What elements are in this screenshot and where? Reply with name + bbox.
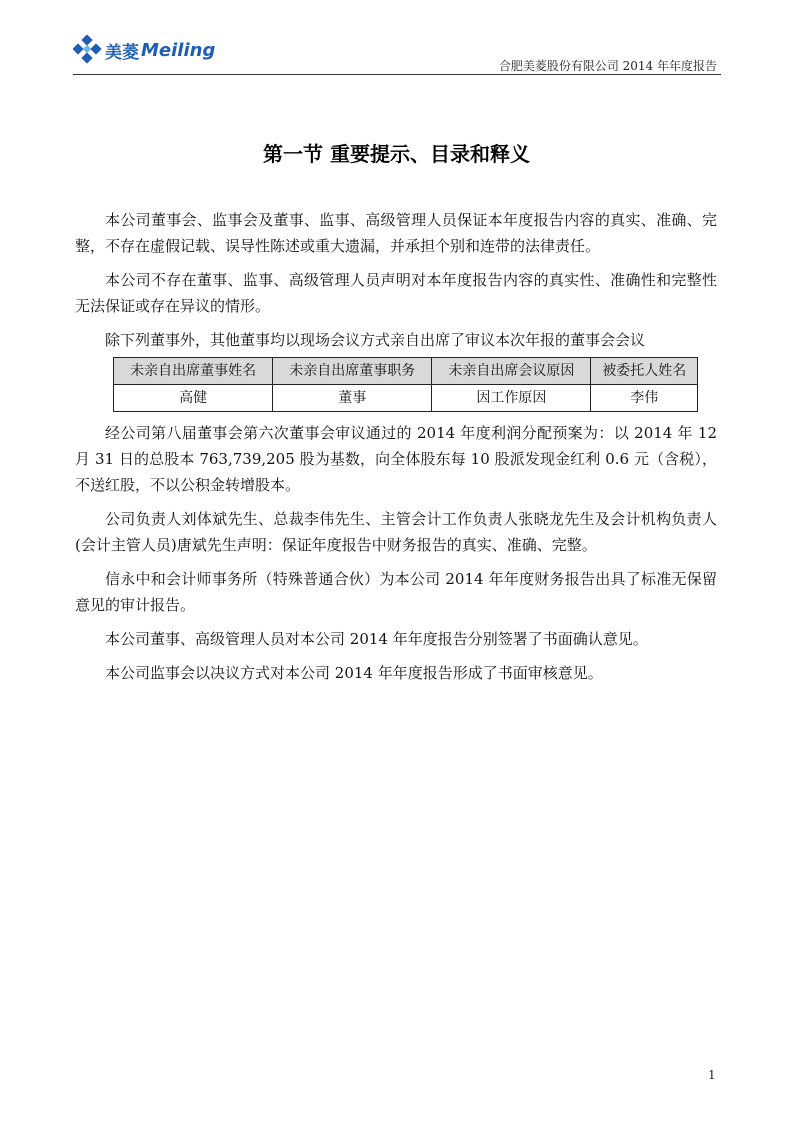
table-cell: 董事 — [273, 385, 432, 412]
report-title: 合肥美菱股份有限公司 2014 年年度报告 — [498, 59, 717, 73]
document-body — [75, 207, 717, 694]
section-title: 第一节 重要提示、目录和释义 — [263, 142, 530, 166]
paragraph-auditor: 信永中和会计师事务所（特殊普通合伙）为本公司 2014 年年度财务报告出具了标准无保留意见的审计报告。 — [75, 570, 717, 614]
paragraph-no-objection: 本公司不存在董事、监事、高级管理人员声明对本年度报告内容的真实性、准确性和完整性无法保证或存在异议的情形。 — [75, 271, 717, 315]
paragraph-responsible-persons: 公司负责人刘体斌先生、总裁李伟先生、主管会计工作负责人张晓龙先生及会计机构负责人(会计主管人员)唐斌先生声明：保证年度报告中财务报告的真实、准确、完整。 — [75, 510, 717, 554]
logo-text-cn: 美菱 — [105, 42, 139, 63]
logo-text-en: Meiling — [141, 39, 216, 61]
table-cell: 高健 — [114, 385, 273, 412]
paragraph-supervisory-opinion: 本公司监事会以决议方式对本公司 2014 年年度报告形成了书面审核意见。 — [105, 664, 603, 682]
table-header-cell: 未亲自出席董事职务 — [273, 358, 432, 385]
table-cell: 李伟 — [591, 385, 698, 412]
table-header-row — [114, 358, 698, 385]
table-header-cell: 未亲自出席董事姓名 — [114, 358, 273, 385]
page-header — [73, 33, 721, 73]
page-number: 1 — [708, 1068, 716, 1082]
table-row — [114, 385, 698, 412]
table-header-cell: 被委托人姓名 — [591, 358, 698, 385]
paragraph-guarantee: 本公司董事会、监事会及董事、监事、高级管理人员保证本年度报告内容的真实、准确、完整，不存在虚假记载、误导性陈述或重大遗漏，并承担个别和连带的法律责任。 — [75, 211, 717, 255]
paragraph-attendance: 除下列董事外，其他董事均以现场会议方式亲自出席了审议本次年报的董事会会议 — [105, 331, 646, 349]
header-divider — [73, 74, 721, 75]
absent-directors-table — [113, 357, 698, 412]
table-header-cell: 未亲自出席会议原因 — [432, 358, 591, 385]
paragraph-directors-confirmation: 本公司董事、高级管理人员对本公司 2014 年年度报告分别签署了书面确认意见。 — [105, 630, 648, 648]
company-logo — [73, 35, 215, 65]
paragraph-profit-distribution: 经公司第八届董事会第六次董事会审议通过的 2014 年度利润分配预案为：以 2014 年 12 月 31 日的总股本 763,739,205 股为基数，向全体股东每 10 股派发现金红利 0.6 元（含税），不送红股，不以公积金转增股本。 — [75, 424, 717, 494]
table-cell: 因工作原因 — [432, 385, 591, 412]
meiling-logo-icon — [73, 35, 103, 65]
